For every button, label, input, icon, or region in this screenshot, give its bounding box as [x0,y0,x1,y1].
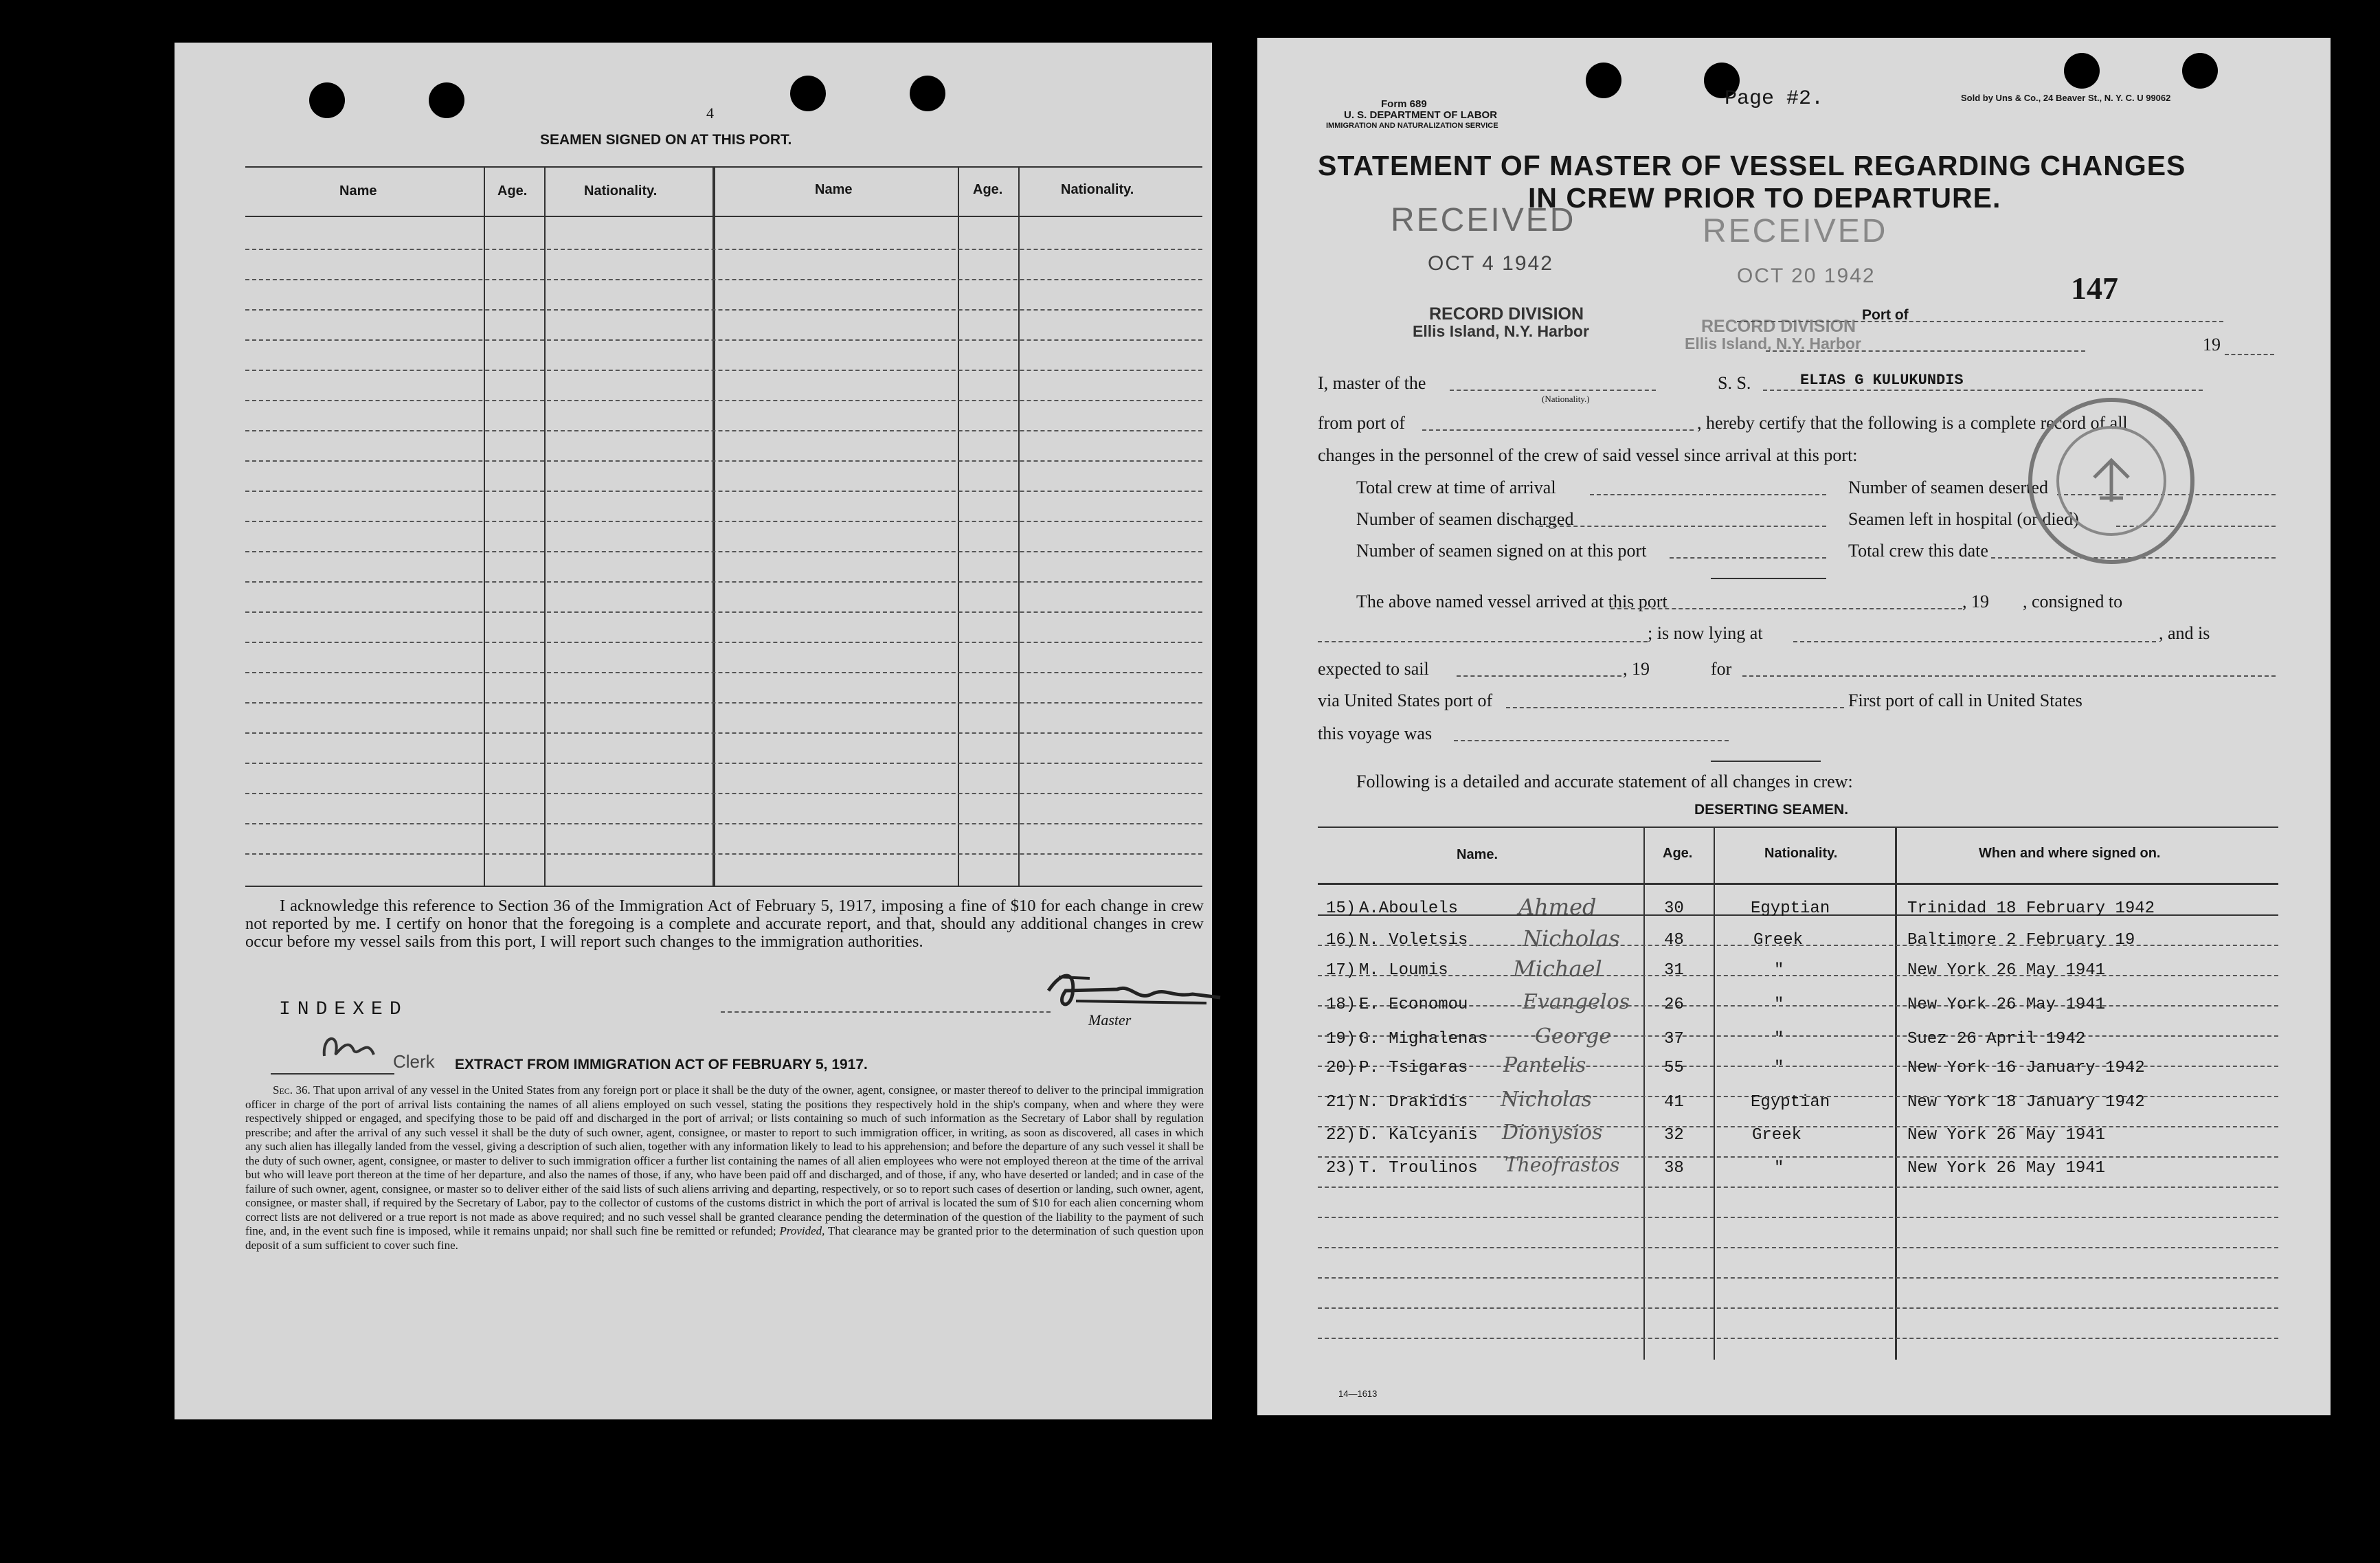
clerk-initials-icon [319,1028,381,1063]
indexed-stamp: INDEXED [279,999,408,1020]
clerk-label: Clerk [393,1051,435,1072]
year-blank-2: , 19 [1623,659,1650,679]
acknowledgement-text: I acknowledge this reference to Section 36 of the Immigration Act of February 5, 1917, imposing a fine of $10 for each change in crew not reported by me. I certify on honor that the foregoing is a complete and accurate report, and that, should any additional changes in crew occur before my vessel sails from this port, I will report such changes to the immigration authorities. [245,897,1204,951]
and-is-label: , and is [2159,623,2210,643]
signed-on-label: Number of seamen signed on at this port [1356,541,1647,561]
col-header: Age. [973,182,1003,197]
first-port-label: First port of call in United States [1848,690,2082,710]
printer-credit: Sold by Uns & Co., 24 Beaver St., N. Y. C. U 99062 [1961,93,2171,103]
punch-hole [1586,63,1621,98]
service: IMMIGRATION AND NATURALIZATION SERVICE [1326,122,1498,130]
ss-label: S. S. [1718,373,1751,393]
hospital-label: Seamen left in hospital (or died) [1848,509,2079,529]
master-signature-icon [1035,963,1227,1018]
page-reference: Page #2. [1725,87,1824,111]
col-header: Age. [497,183,528,199]
page-number: 4 [706,104,714,122]
deserted-label: Number of seamen deserted [1848,477,2048,497]
punch-hole [309,82,345,118]
via-port-label: via United States port of [1318,690,1493,710]
from-port-label: from port of [1318,413,1406,433]
immigration-seal-icon [2019,388,2204,574]
nationality-hint: (Nationality.) [1542,394,1590,404]
port-of-label: Port of [1862,307,1909,323]
form-title-line2: IN CREW PRIOR TO DEPARTURE. [1528,182,2001,214]
lying-at-label: ; is now lying at [1648,623,1763,643]
col-header: Name. [1457,847,1498,862]
total-crew-arrival-label: Total crew at time of arrival [1356,477,1556,497]
col-header: Age. [1663,846,1693,861]
changes-text: changes in the personnel of the crew of said vessel since arrival at this port: [1318,445,1858,465]
vessel-name: ELIAS G KULUKUNDIS [1800,372,1964,389]
deserting-heading: DESERTING SEAMEN. [1694,802,1849,818]
col-header: When and where signed on. [1979,846,2161,861]
following-text: Following is a detailed and accurate statement of all changes in crew: [1356,772,1853,791]
extract-title: EXTRACT FROM IMMIGRATION ACT OF FEBRUARY 5, 1917. [455,1057,868,1072]
punch-hole [910,76,945,111]
sec36-body: That upon arrival of any vessel in the United States from any foreign port or place it shall be the duty of the owner, agent, consignee, or master thereof to deliver to the principal immigration officer in charge of the port of arrival lists containing the names of all aliens employed on such vessel, stating the positions they respectively hold in the ship's company, when and where they were respectively shipped or engaged, and specifying those to be paid off and discharged in the port of arrival; or lists containing so much of such information as the Secretary of Labor shall by regulation prescribe; and after the arrival of any such vessel it shall be the duty of such owner, agent, consignee, or master to report to such immigration officer, in writing, as soon as discovered, all cases in which any such alien has illegally landed from the vessel, giving a description of such alien, together with any information likely to lead to his apprehension; and before the departure of any such vessel it shall be the duty of such owner, agent, consignee, or master to deliver to such immigration officer a further list containing the names of all alien employees who were not employed thereon at the time of the arrival but who will leave port thereon at the time of her departure, and also the names of those, if any, who have been paid off and discharged, and of those, if any, who have deserted or landed; and in case of the failure of such owner, agent, consignee, or master so to deliver either of the said lists of such aliens arriving and departing, respectively, or so to report such cases of desertion or landing, such owner, agent, consignee, or master shall, if required by the Secretary of Labor, pay to the collector of customs of the customs district in which the port of arrival is located the sum of $10 for each alien concerning whom correct lists are not delivered or a true report is not made as above required; and no such vessel shall be granted clearance pending the determination of the question of the liability to the payment of such fine, and, in the event such fine is imposed, while it remains unpaid; nor shall such fine be remitted or refunded; [245,1083,1204,1237]
col-header: Nationality. [1061,182,1134,197]
punch-hole [790,76,826,111]
col-header: Name [815,182,853,197]
punch-hole [2064,53,2100,89]
form-title-line1: STATEMENT OF MASTER OF VESSEL REGARDING CHANGES [1318,150,2186,181]
discharged-label: Number of seamen discharged [1356,509,1574,529]
punch-hole [429,82,464,118]
department: U. S. DEPARTMENT OF LABOR [1344,109,1498,121]
voyage-label: this voyage was [1318,723,1433,743]
for-label: for [1711,659,1732,679]
form-number: Form 689 [1381,98,1427,110]
col-header: Name [339,183,377,199]
master-of-label: I, master of the [1318,373,1426,393]
punch-hole [2182,53,2218,89]
year-blank: , 19 [1962,592,1989,611]
col-header: Nationality. [1764,846,1838,861]
left-page [175,43,1212,1419]
expected-label: expected to sail [1318,659,1429,679]
section-36-text [245,1083,1204,1252]
total-crew-date-label: Total crew this date [1848,541,1988,561]
serial-number: 147 [2071,271,2118,306]
footer-code: 14—1613 [1338,1388,1378,1399]
sec36-lead: Sec. 36. [273,1083,311,1097]
year-label: 19 [2203,335,2221,355]
right-page: Form 689 U. S. DEPARTMENT OF LABOR IMMIGRATION AND NATURALIZATION SERVICE Page #2. Sold by Uns & Co., 24 Beaver St., N. Y. C. U 99062 STATEMENT OF MASTER OF VESSEL REGARDING CHANGES IN CREW PRIOR TO DEPARTURE. RECEIVED OCT 4 1942 RECORD DIVISION Ellis Island, N.Y. Harbor RECEIVED OCT 20 1942 RECORD DIVISION Ellis Island, N.Y. Harbor 147 Port of 19 I, master of the (Nationality.) S. S. ELIAS G KULUKUNDIS from port of , hereby certify that the following is a complete record of all changes in the personnel of the crew of said vessel since arrival at this port: Total crew at time of arrival Number of seamen deserted Number of seamen discharged Seamen left in hospital (or died) Number of seamen signed on at this port Total crew this date The above named vessel arrived at this port , 19 , consigned to ; is now lying at , and is expected to sail , 19 for via United States port of First port of call in United States this voyage was Following is a detailed and accurate statement of all changes in crew: DESERTING SEAMEN. Name. Age. Nationality. When and where signed on. 15) A.Aboulels Ahmed 30 Egyptian Trinidad 18 February 1942 16) N. Voletsis Nicholas 48 Greek Baltimore 2 February 19 17) M. Loumis Michael 31 " New York 26 May 1941 18) E. Economou Evangelos 26 " New York 26 May 1941 19) G. Mighalenas George 37 " Suez 26 April 1942 20) P. Tsigaras Pantelis 55 " New York 16 January 1942 21) N. Drakidis Nicholas 41 Egyptian New York 18 January 1942 22) D. Kalcyanis Dionysios 32 Greek New York 26 May 1941 23) T. Troulinos Theofrastos 38 " New York 26 May 1941 14—1613 [1257,38,2331,1415]
col-header: Nationality. [584,183,658,199]
sec36-proviso-label: Provided, [779,1224,825,1237]
sec36-proviso: That clearance may be granted prior to the determination of such question upon deposit of a sum sufficient to cover such fine. [245,1224,1204,1252]
arrived-at-label: The above named vessel arrived at this port [1356,592,1668,611]
consigned-label: , consigned to [2023,592,2123,611]
certify-text: , hereby certify that the following is a complete record of all [1697,413,2128,433]
master-label: Master [1088,1011,1132,1028]
signed-on-heading: SEAMEN SIGNED ON AT THIS PORT. [540,132,792,148]
